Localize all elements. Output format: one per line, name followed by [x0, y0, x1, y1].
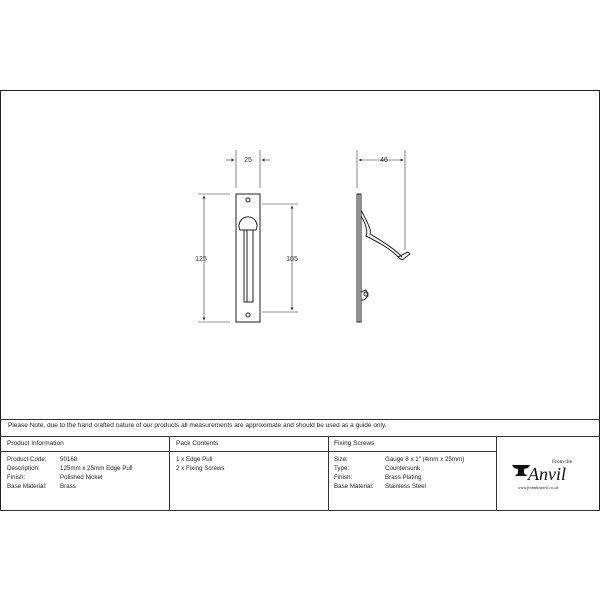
finger-recess-top — [239, 217, 257, 230]
side-view — [357, 194, 410, 322]
slot-length-label: 105 — [286, 256, 298, 263]
screw-type-value: Countersunk — [385, 465, 421, 472]
logo-brand: Anvil — [528, 464, 566, 484]
finger-recess-slot — [244, 230, 253, 302]
base-material-label: Base Material: — [7, 483, 47, 490]
description-value: 125mm x 25mm Edge Pull — [60, 465, 133, 472]
description-label: Description: — [7, 465, 40, 472]
fixing-screws-heading: Fixing Screws — [334, 440, 375, 447]
finish-label: Finish: — [7, 474, 26, 481]
screw-type-label: Type: — [334, 465, 350, 472]
product-code-value: 50168 — [60, 456, 78, 463]
pack-contents-heading: Pack Contents — [176, 440, 219, 447]
front-height-label: 125 — [195, 256, 207, 263]
table-top-line — [0, 419, 600, 420]
logo-from-the: From the — [552, 459, 573, 465]
from-the-anvil-logo — [508, 455, 588, 497]
screw-finish-value: Brass Plating — [385, 474, 422, 481]
finish-value: Polished Nickel — [60, 474, 103, 481]
column-divider-2 — [328, 436, 329, 510]
screw-finish-label: Finish: — [334, 474, 353, 481]
front-width-dimension — [226, 150, 270, 188]
screw-size-value: Gauge 8 x 1" (4mm x 25mm) — [385, 456, 465, 463]
column-divider-3 — [496, 436, 497, 510]
column-divider-1 — [169, 436, 170, 510]
screw-base-material-label: Base Material: — [334, 483, 374, 490]
front-width-label: 25 — [244, 157, 252, 164]
pull-tip — [398, 252, 410, 260]
table-bottom-line — [0, 510, 600, 511]
front-view — [236, 194, 260, 322]
pack-item-edge-pull: 1 x Edge Pull — [176, 456, 213, 463]
product-drawing — [0, 90, 600, 410]
projection-label: 46 — [380, 157, 388, 164]
logo-url: www.fromtheanvil.co.uk — [518, 485, 559, 490]
edge-pull-plate — [236, 194, 260, 322]
note-bottom-line — [0, 436, 600, 437]
pack-item-fixing-screws: 2 x Fixing Screws — [176, 465, 225, 472]
product-info-heading: Product Information — [7, 440, 64, 447]
product-code-label: Product Code: — [7, 456, 47, 463]
disclaimer-note: Please Note, due to the hand crafted nature of our products all measurements are approximate and should be used as a guide only. — [8, 422, 387, 429]
screw-size-label: Size: — [334, 456, 348, 463]
screw-base-material-value: Stainless Steel — [385, 483, 426, 490]
projection-dimension — [357, 150, 405, 250]
top-screw-hole — [246, 198, 250, 202]
header-bottom-line — [0, 451, 496, 452]
base-material-value: Brass — [60, 483, 76, 490]
bottom-screw-hole — [246, 313, 250, 317]
